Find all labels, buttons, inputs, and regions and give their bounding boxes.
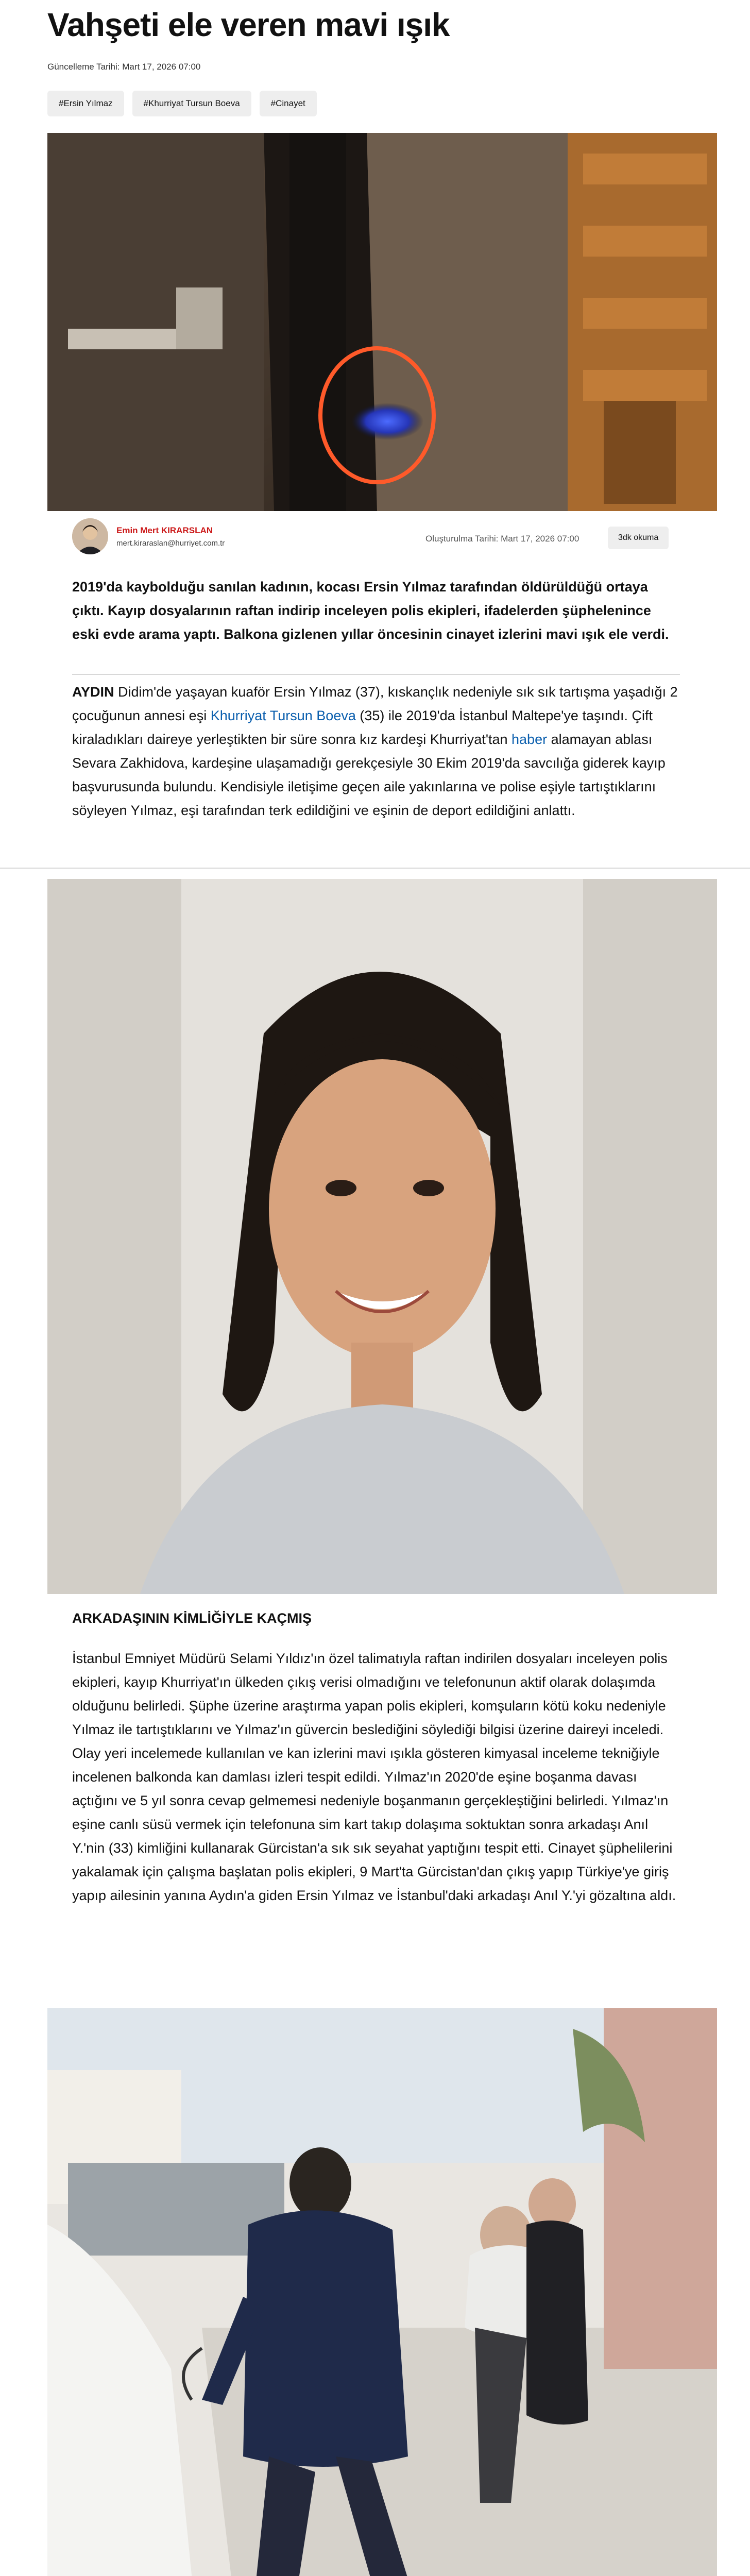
- arrest-photo: [47, 2008, 717, 2576]
- updated-date: Güncelleme Tarihi: Mart 17, 2026 07:00: [47, 62, 201, 72]
- divider: [72, 674, 680, 675]
- tag-cinayet[interactable]: #Cinayet: [260, 91, 317, 116]
- author-name-link[interactable]: Emin Mert KIRARSLAN: [116, 526, 213, 535]
- read-time-badge: 3dk okuma: [608, 527, 669, 549]
- created-date: Oluşturulma Tarihi: Mart 17, 2026 07:00: [425, 534, 579, 544]
- tag-khurriyat-tursun-boeva[interactable]: #Khurriyat Tursun Boeva: [132, 91, 251, 116]
- paragraph-1-text-a: Didim'de yaşayan kuaför Ersin Yılmaz (37), kıskançlık nedeniyle sık sık tartışma yaşadığı 2 çocuğunun annesi eşi: [72, 684, 678, 723]
- tag-ersin-yilmaz[interactable]: #Ersin Yılmaz: [47, 91, 124, 116]
- author-email-link[interactable]: mert.kiraraslan@hurriyet.com.tr: [116, 539, 225, 548]
- paragraph-1: [72, 680, 680, 822]
- paragraph-1-text-c: alamayan ablası Sevara Zakhidova, kardeşine ulaşamadığı gerekçesiyle 30 Ekim 2019'da savcılığa giderek kayıp başvurusunda bulundu. Kendisiyle iletişime geçen aile yakınlarına ve polise eşiyle tartıştıklarını söyleyen Yılmaz, eşi tarafından terk edildiğini ve eşinin de deport edildiğini anlattı.: [72, 732, 666, 818]
- section-title-1: ARKADAŞININ KİMLİĞİYLE KAÇMIŞ: [72, 1611, 312, 1626]
- victim-portrait-photo: [47, 879, 717, 1594]
- paragraph-1-text-b: (35) ile 2019'da İstanbul Maltepe'ye taşındı. Çift kiraladıkları daireye yerleştikten bir süre sonra kız kardeşi Khurriyat'tan: [72, 708, 653, 747]
- article-summary: 2019'da kaybolduğu sanılan kadının, kocası Ersin Yılmaz tarafından öldürüldüğü ortaya çıktı. Kayıp dosyalarının raftan indirip inceleyen polis ekipleri, ifadelerden şüphelenince eski evde arama yaptı. Balkona gizlenen yıllar öncesinin cinayet izlerini mavi ışık ele verdi.: [72, 579, 669, 642]
- victim-portrait-illustration: [47, 879, 717, 1594]
- byline: [72, 515, 706, 558]
- hero-photo-illustration: [47, 133, 717, 511]
- paragraph-2: [72, 1647, 680, 1907]
- author-avatar: [72, 518, 108, 554]
- link-haber[interactable]: haber: [512, 732, 548, 747]
- tag-list: [47, 91, 317, 116]
- arrest-photo-illustration: [47, 2008, 717, 2576]
- paragraph-2-text: İstanbul Emniyet Müdürü Selami Yıldız'ın özel talimatıyla raftan indirilen dosyaları inceleyen polis ekipleri, kayıp Khurriyat'ın ülkeden çıkış verisi olmadığını ve telefonunun aktif olarak dolaşımda olduğunu belirledi. Şüphe üzerine araştırma yapan polis ekipleri, komşuların kötü koku nedeniyle Yılmaz ile tartıştıklarını ve Yılmaz'ın güvercin beslediğini söylediği bilgisi üzerine daireyi inceledi. Olay yeri incelemede kullanılan ve kan izlerini mavi ışıkla gösteren kimyasal inceleme tekniğiyle incelenen balkonda kan damlası izleri tespit edildi. Yılmaz'ın 2020'de eşine boşanma davası açtığını ve 5 yıl sonra cevap gelmemesi nedeniyle boşanmanın gerçekleştiğini belirledi. Yılmaz'ın eşine canlı süsü vermek için telefonuna sim kart takıp dolaşıma soktuktan sonra arkadaşı Anıl Y.'nin (33) kimliğini kullanarak Gürcistan'a sık sık seyahat yaptığını tespit etti. Cinayet şüphelilerini yakalamak için çalışma başlatan polis ekipleri, 9 Mart'ta Gürcistan'dan çıkış yapıp Türkiye'ye giriş yapıp ailesinin yanına Aydın'a giden Ersin Yılmaz ve İstanbul'daki arkadaşı Anıl Y.'yi gözaltına aldı.: [72, 1651, 676, 1903]
- link-khurriyat[interactable]: Khurriyat Tursun Boeva: [210, 708, 356, 723]
- article-headline: Vahşeti ele veren mavi ışık: [47, 6, 450, 43]
- hero-photo: [47, 133, 717, 511]
- author-avatar-illustration: [72, 518, 108, 554]
- dateline-city: AYDIN: [72, 684, 114, 700]
- divider: [0, 868, 750, 869]
